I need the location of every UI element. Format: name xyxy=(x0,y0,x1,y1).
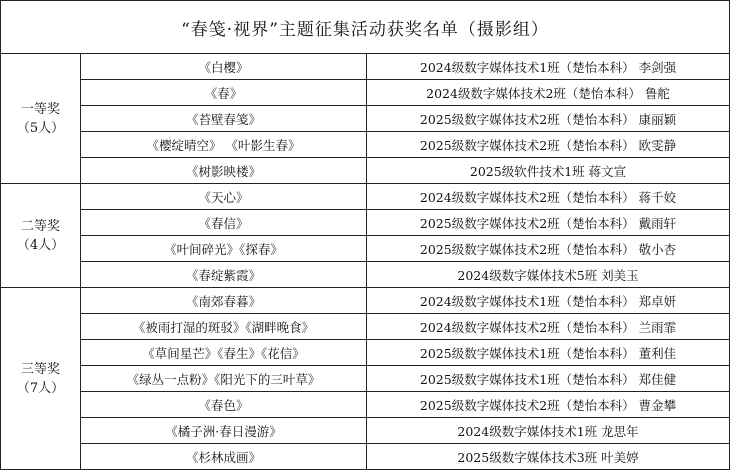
table-row xyxy=(1,366,730,392)
author-info: 2025级数字媒体技术2班（楚怡本科） 曹金攀 xyxy=(367,392,730,418)
work-title: 《橘子洲·春日漫游》 xyxy=(81,418,367,444)
author-info: 2024级数字媒体技术5班 刘美玉 xyxy=(367,262,730,288)
author-info: 2025级数字媒体技术1班（楚怡本科） 郑佳健 xyxy=(367,366,730,392)
table-row xyxy=(1,444,730,470)
author-info: 2025级数字媒体技术2班（楚怡本科） 欧雯静 xyxy=(367,132,730,158)
grade-cell-second xyxy=(1,184,81,288)
work-title: 《天心》 xyxy=(81,184,367,210)
author-info: 2024级数字媒体技术2班（楚怡本科） 兰雨霏 xyxy=(367,314,730,340)
table-row xyxy=(1,132,730,158)
table-row xyxy=(1,314,730,340)
grade-name: 三等奖 xyxy=(20,361,60,377)
author-info: 2025级数字媒体技术2班（楚怡本科） 敬小杏 xyxy=(367,236,730,262)
table-row xyxy=(1,392,730,418)
table-row xyxy=(1,54,730,80)
table-row xyxy=(1,262,730,288)
table-row xyxy=(1,184,730,210)
author-info: 2025级数字媒体技术2班（楚怡本科） 康丽颖 xyxy=(367,106,730,132)
work-title: 《绿丛一点粉》《阳光下的三叶草》 xyxy=(81,366,367,392)
author-info: 2024级数字媒体技术1班（楚怡本科） 李剑强 xyxy=(367,54,730,80)
author-info: 2024级数字媒体技术1班（楚怡本科） 郑卓妍 xyxy=(367,288,730,314)
author-info: 2025级数字媒体技术1班（楚怡本科） 董利佳 xyxy=(367,340,730,366)
work-title: 《南郊春暮》 xyxy=(81,288,367,314)
work-title: 《苔壁春笺》 xyxy=(81,106,367,132)
grade-cell-third xyxy=(1,288,81,470)
author-info: 2025级数字媒体技术3班 叶美婷 xyxy=(367,444,730,470)
work-title: 《春绽紫霞》 xyxy=(81,262,367,288)
work-title: 《春色》 xyxy=(81,392,367,418)
work-title: 《树影映楼》 xyxy=(81,158,367,184)
work-title: 《樱绽晴空》 《叶影生春》 xyxy=(81,132,367,158)
grade-cell-first xyxy=(1,54,81,184)
grade-count: （7人） xyxy=(16,380,65,396)
author-info: 2024级数字媒体技术2班（楚怡本科） 蒋千姣 xyxy=(367,184,730,210)
grade-count: （4人） xyxy=(16,237,65,253)
table-row xyxy=(1,210,730,236)
author-info: 2024级数字媒体技术2班（楚怡本科） 鲁舵 xyxy=(367,80,730,106)
work-title: 《春》 xyxy=(81,80,367,106)
table-row xyxy=(1,236,730,262)
table-row xyxy=(1,158,730,184)
table-row xyxy=(1,106,730,132)
author-info: 2025级软件技术1班 蒋文宣 xyxy=(367,158,730,184)
work-title: 《叶间碎光》《探春》 xyxy=(81,236,367,262)
table-row xyxy=(1,340,730,366)
work-title: 《春信》 xyxy=(81,210,367,236)
author-info: 2024级数字媒体技术1班 龙思年 xyxy=(367,418,730,444)
grade-name: 一等奖 xyxy=(20,101,60,117)
grade-count: （5人） xyxy=(16,120,65,136)
work-title: 《杉林成画》 xyxy=(81,444,367,470)
table-row xyxy=(1,418,730,444)
work-title: 《白樱》 xyxy=(81,54,367,80)
grade-name: 二等奖 xyxy=(20,218,60,234)
table-row xyxy=(1,288,730,314)
author-info: 2025级数字媒体技术2班（楚怡本科） 戴雨轩 xyxy=(367,210,730,236)
work-title: 《草间星芒》《春生》《花信》 xyxy=(81,340,367,366)
table-row xyxy=(1,80,730,106)
page-title: “春笺·视界”主题征集活动获奖名单（摄影组） xyxy=(1,1,730,54)
work-title: 《被雨打湿的斑驳》《湖畔晚食》 xyxy=(81,314,367,340)
